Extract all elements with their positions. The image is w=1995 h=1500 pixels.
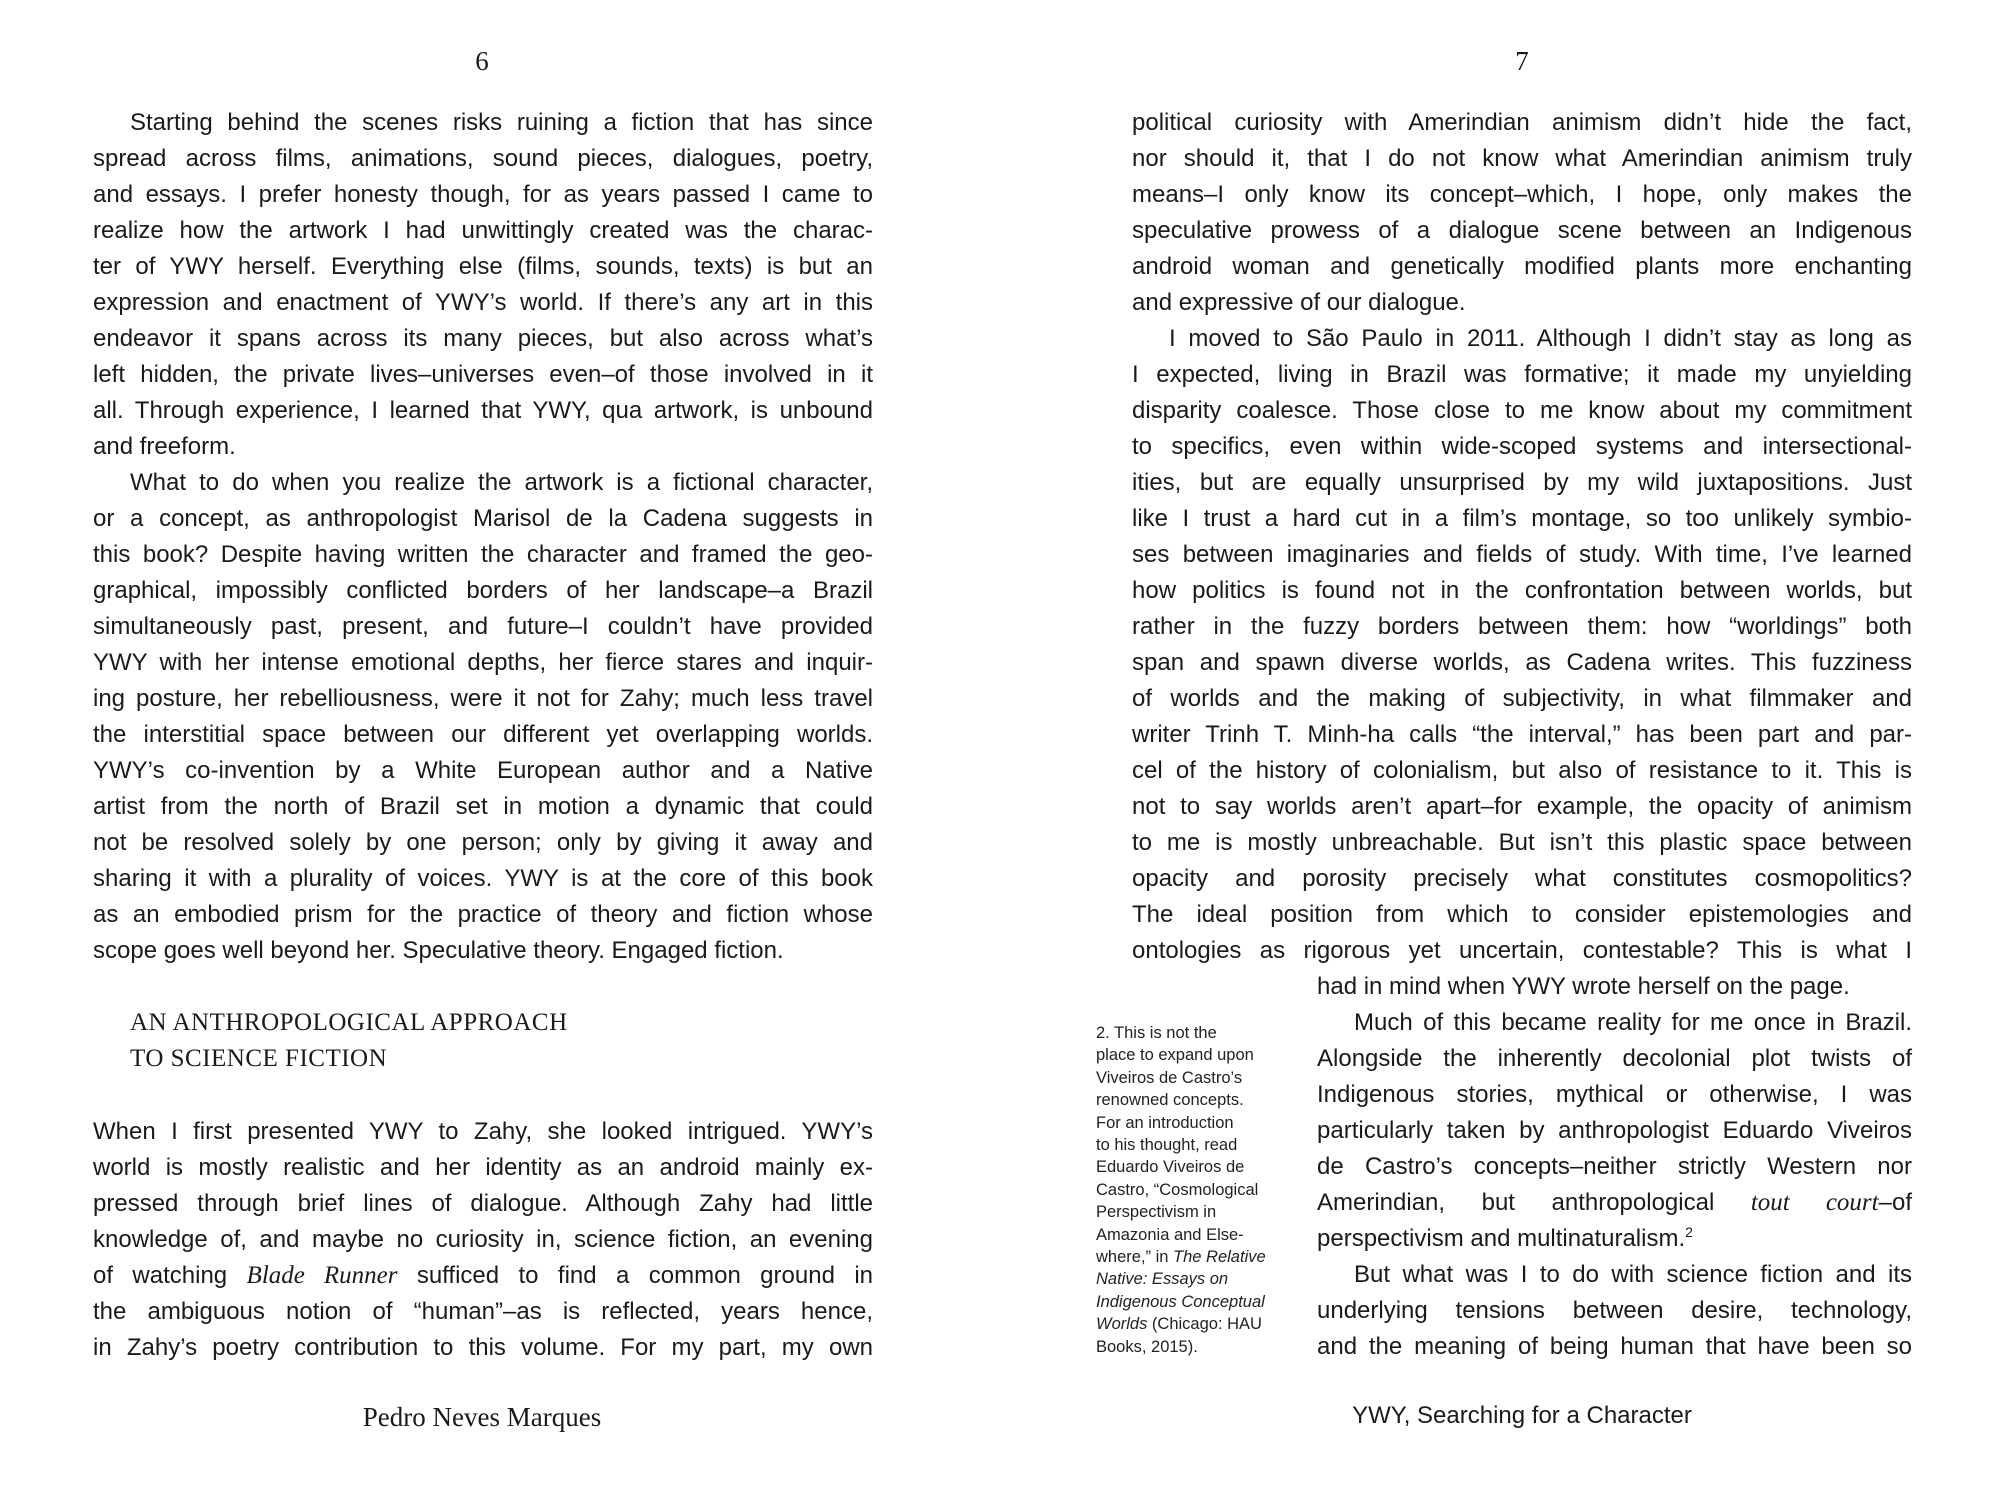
text-line [93, 645, 873, 681]
text-line [1132, 825, 1912, 861]
text-run: 2. This is not the [1096, 1024, 1217, 1042]
text-run: where,” in [1096, 1248, 1174, 1266]
italic-text: Indigenous Conceptual [1096, 1292, 1265, 1311]
text-run: underlying tensions between desire, technology, [1317, 1297, 1912, 1324]
text-line [1132, 933, 1912, 969]
text-run: I expected, living in Brazil was formative; it made my unyielding [1132, 361, 1912, 388]
italic-text: Native: Essays on [1096, 1270, 1229, 1289]
text-line [93, 501, 873, 537]
text-line [1132, 789, 1912, 825]
text-run: the interstitial space between our different yet overlapping worlds. [93, 721, 873, 748]
text-run: Much of this became reality for me once in Brazil. [1354, 1009, 1912, 1036]
text-line [1132, 645, 1912, 681]
text-line [93, 897, 873, 933]
footnote-line [1096, 1201, 1296, 1223]
text-line [1132, 465, 1912, 501]
text-line [93, 825, 873, 861]
text-run: realize how the artwork I had unwittingly created was the charac- [93, 217, 873, 244]
text-line [1132, 681, 1912, 717]
text-run: ontologies as rigorous yet uncertain, contestable? This is what I [1132, 937, 1912, 964]
text-line [1132, 753, 1912, 789]
text-line [93, 1114, 873, 1150]
text-run: and expressive of our dialogue. [1132, 289, 1466, 316]
text-run: ter of YWY herself. Everything else (films, sounds, texts) is but an [93, 253, 873, 280]
text-line [1317, 969, 1912, 1005]
text-line [1132, 249, 1912, 285]
text-line [93, 681, 873, 717]
text-run: had in mind when YWY wrote herself on the page. [1317, 973, 1850, 1000]
italic-text: The Relative [1173, 1248, 1266, 1266]
text-line [1317, 1221, 1912, 1257]
text-run: disparity coalesce. Those close to me know about my commitment [1132, 397, 1912, 424]
text-run: ing posture, her rebelliousness, were it not for Zahy; much less travel [93, 685, 873, 712]
running-footer-author: Pedro Neves Marques [362, 1402, 602, 1432]
text-run: renowned concepts. [1096, 1091, 1244, 1110]
text-line [93, 141, 873, 177]
text-run: all. Through experience, I learned that YWY, qua artwork, is unbound [93, 397, 873, 424]
running-footer-title: YWY, Searching for a Character [1352, 1402, 1692, 1429]
text-line [1132, 177, 1912, 213]
text-line [93, 177, 873, 213]
italic-text: Worlds [1096, 1315, 1148, 1334]
footnote-line [1096, 1268, 1296, 1290]
footnote-reference: 2 [1685, 1224, 1693, 1240]
footnote-line [1096, 1313, 1296, 1335]
text-line [93, 393, 873, 429]
text-run: and essays. I prefer honesty though, for as years passed I came to [93, 181, 873, 208]
footnote-line [1096, 1179, 1296, 1201]
text-line [1132, 537, 1912, 573]
text-run: world is mostly realistic and her identity as an android mainly ex- [93, 1154, 873, 1181]
text-run: graphical, impossibly conflicted borders of her landscape–a Brazil [93, 577, 873, 604]
text-run: But what was I to do with science fiction and its [1354, 1261, 1912, 1288]
footnote-line [1096, 1291, 1296, 1313]
text-run: (Chicago: HAU [1147, 1315, 1262, 1334]
text-run: nor should it, that I do not know what Amerindian animism truly [1132, 145, 1912, 172]
text-line [1354, 1257, 1912, 1293]
text-line [93, 429, 873, 465]
text-run: sufficed to find a common ground in [397, 1262, 873, 1289]
text-run: For an introduction [1096, 1113, 1234, 1132]
footnote-line [1096, 1156, 1296, 1178]
footnote-line [1096, 1089, 1296, 1111]
text-line [93, 573, 873, 609]
text-run: of watching [93, 1262, 247, 1289]
text-line [130, 105, 873, 141]
text-run: Viveiros de Castro’s [1096, 1068, 1243, 1087]
text-line [93, 285, 873, 321]
text-line [93, 321, 873, 357]
text-run: political curiosity with Amerindian animism didn’t hide the fact, [1132, 109, 1912, 136]
text-line [93, 213, 873, 249]
text-line [93, 1150, 873, 1186]
text-run: not to say worlds aren’t apart–for example, the opacity of animism [1132, 793, 1912, 820]
text-line [93, 933, 873, 969]
text-run: What to do when you realize the artwork is a fictional character, [130, 469, 873, 496]
footnote-line [1096, 1224, 1296, 1246]
text-line [93, 789, 873, 825]
text-line [93, 609, 873, 645]
text-run: android woman and genetically modified plants more enchanting [1132, 253, 1912, 280]
text-run: The ideal position from which to consider epistemologies and [1132, 901, 1912, 928]
text-line [1132, 357, 1912, 393]
text-line [93, 1330, 873, 1366]
text-line [1132, 501, 1912, 537]
text-line [93, 537, 873, 573]
text-run: this book? Despite having written the character and framed the geo- [93, 541, 873, 568]
text-run: I moved to São Paulo in 2011. Although I didn’t stay as long as [1169, 325, 1912, 352]
text-run: pressed through brief lines of dialogue. Although Zahy had little [93, 1190, 873, 1217]
text-run: left hidden, the private lives–universes even–of those involved in it [93, 361, 873, 388]
text-run: rather in the fuzzy borders between them: how “worldings” both [1132, 613, 1912, 640]
text-line [1169, 321, 1912, 357]
text-run: Books, 2015). [1096, 1337, 1198, 1356]
text-line [1317, 1113, 1912, 1149]
text-run: spread across films, animations, sound pieces, dialogues, poetry, [93, 145, 873, 172]
text-run: sharing it with a plurality of voices. YWY is at the core of this book [93, 865, 873, 892]
text-run: YWY with her intense emotional depths, her fierce stares and inquir- [93, 649, 873, 676]
text-run: and the meaning of being human that have been so [1317, 1333, 1912, 1360]
text-run: like I trust a hard cut in a film’s montage, so too unlikely symbio- [1132, 505, 1912, 532]
text-run: Amerindian, but anthropological [1317, 1189, 1751, 1216]
text-line [1317, 1185, 1912, 1221]
text-line [1132, 429, 1912, 465]
text-line [1354, 1005, 1912, 1041]
page-number: 7 [1515, 46, 1529, 76]
text-run: to me is mostly unbreachable. But isn’t this plastic space between [1132, 829, 1912, 856]
text-line [1317, 1041, 1912, 1077]
text-line [1317, 1149, 1912, 1185]
section-heading-line: TO SCIENCE FICTION [130, 1045, 388, 1072]
italic-text: Blade Runner [246, 1262, 398, 1289]
text-run: endeavor it spans across its many pieces, but also across what’s [93, 325, 873, 352]
text-run: knowledge of, and maybe no curiosity in, science fiction, an evening [93, 1226, 873, 1253]
text-run: ses between imaginaries and fields of study. With time, I’ve learned [1132, 541, 1912, 568]
text-line [1132, 393, 1912, 429]
text-run: YWY’s co-invention by a White European author and a Native [93, 757, 873, 784]
text-line [93, 249, 873, 285]
text-line [1132, 609, 1912, 645]
text-line [1317, 1329, 1912, 1365]
text-run: place to expand upon [1096, 1046, 1254, 1065]
footnote-line [1096, 1336, 1296, 1358]
footnote-line [1096, 1044, 1296, 1066]
text-line [1132, 213, 1912, 249]
footnote-line [1096, 1067, 1296, 1089]
text-run: artist from the north of Brazil set in motion a dynamic that could [93, 793, 873, 820]
footnote-line [1096, 1246, 1296, 1268]
text-line [1317, 1293, 1912, 1329]
text-run: or a concept, as anthropologist Marisol de la Cadena suggests in [93, 505, 873, 532]
page-number: 6 [475, 46, 489, 76]
text-run: how politics is found not in the confrontation between worlds, but [1132, 577, 1912, 604]
footnote-line [1096, 1112, 1296, 1134]
text-run: Eduardo Viveiros de [1096, 1158, 1245, 1177]
text-run: Amazonia and Else- [1096, 1225, 1244, 1244]
text-run: Alongside the inherently decolonial plot twists of [1317, 1045, 1912, 1072]
text-line [1132, 861, 1912, 897]
text-line [1132, 285, 1912, 321]
text-line [93, 1258, 873, 1294]
text-run: –of [1878, 1189, 1912, 1216]
text-run: as an embodied prism for the practice of theory and fiction whose [93, 901, 873, 928]
text-run: de Castro’s concepts–neither strictly Western nor [1317, 1153, 1912, 1180]
text-line [1132, 717, 1912, 753]
section-heading-line: AN ANTHROPOLOGICAL APPROACH [130, 1009, 568, 1036]
text-line [1132, 573, 1912, 609]
text-line [93, 1222, 873, 1258]
text-run: not be resolved solely by one person; only by giving it away and [93, 829, 873, 856]
text-run: Perspectivism in [1096, 1203, 1217, 1222]
text-run: Indigenous stories, mythical or otherwise, I was [1317, 1081, 1912, 1108]
text-run: simultaneously past, present, and future–I couldn’t have provided [93, 613, 873, 640]
text-run: ities, but are equally unsurprised by my wild juxtapositions. Just [1132, 469, 1912, 496]
text-run: means–I only know its concept–which, I hope, only makes the [1132, 181, 1912, 208]
text-line [130, 465, 873, 501]
text-run: opacity and porosity precisely what constitutes cosmopolitics? [1132, 865, 1912, 892]
text-line [1317, 1077, 1912, 1113]
text-run: scope goes well beyond her. Speculative theory. Engaged fiction. [93, 937, 784, 964]
text-run: to specifics, even within wide-scoped systems and intersectional- [1132, 433, 1912, 460]
footnote-line [1096, 1022, 1296, 1044]
text-run: expression and enactment of YWY’s world. If there’s any art in this [93, 289, 873, 316]
text-line [93, 1186, 873, 1222]
text-run: particularly taken by anthropologist Eduardo Viveiros [1317, 1117, 1912, 1144]
text-run: When I first presented YWY to Zahy, she looked intrigued. YWY’s [93, 1118, 873, 1145]
text-line [93, 1294, 873, 1330]
text-run: to his thought, read [1096, 1136, 1238, 1154]
text-run: Starting behind the scenes risks ruining a fiction that has since [130, 109, 873, 136]
text-run: perspectivism and multinaturalism. [1317, 1225, 1686, 1252]
text-line [93, 357, 873, 393]
text-line [93, 717, 873, 753]
text-line [1132, 897, 1912, 933]
text-line [93, 753, 873, 789]
text-line [1132, 141, 1912, 177]
text-run: writer Trinh T. Minh-ha calls “the interval,” has been part and par- [1132, 721, 1912, 748]
text-run: speculative prowess of a dialogue scene between an Indigenous [1132, 217, 1912, 244]
text-run: in Zahy’s poetry contribution to this volume. For my part, my own [93, 1334, 873, 1361]
text-run: Castro, “Cosmological [1096, 1180, 1259, 1199]
text-line [93, 861, 873, 897]
footnote-line [1096, 1134, 1296, 1156]
text-line [1132, 105, 1912, 141]
text-run: the ambiguous notion of “human”–as is reflected, years hence, [93, 1298, 873, 1325]
text-run: cel of the history of colonialism, but also of resistance to it. This is [1132, 757, 1912, 784]
text-run: span and spawn diverse worlds, as Cadena writes. This fuzziness [1132, 649, 1912, 676]
text-run: of worlds and the making of subjectivity, in what filmmaker and [1132, 685, 1912, 712]
text-run: and freeform. [93, 433, 236, 460]
italic-text: tout court [1750, 1189, 1879, 1216]
